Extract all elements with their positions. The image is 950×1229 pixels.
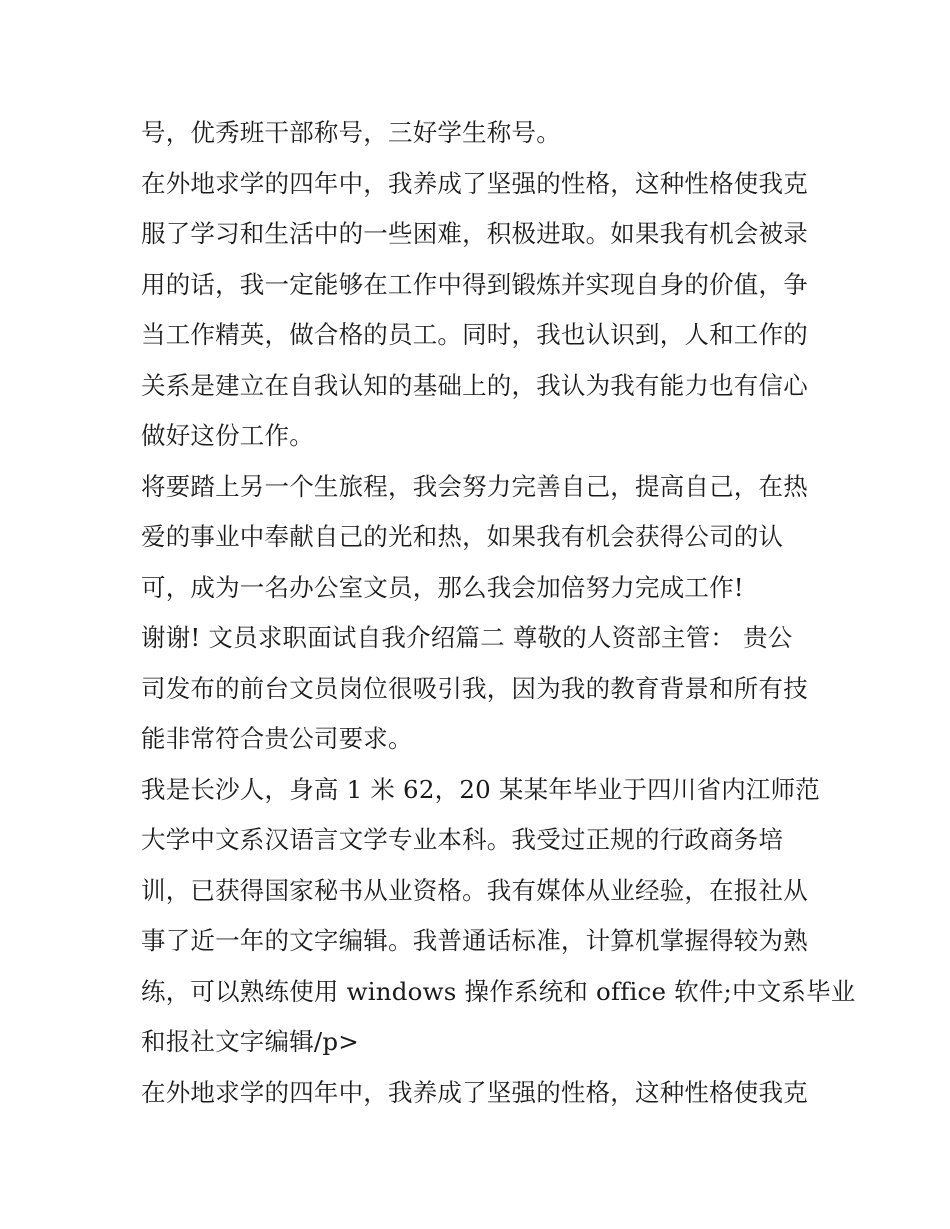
text-line: 能非常符合贵公司要求。 (141, 724, 413, 753)
text-line: 可，成为一名办公室文员，那么我会加倍努力完成工作! (141, 572, 744, 602)
text-line: 服了学习和生活中的一些困难，积极进取。如果我有机会被录 (141, 219, 808, 248)
text-line: 和报社文字编辑/p> (141, 1027, 359, 1056)
text-line: 在外地求学的四年中，我养成了坚强的性格，这种性格使我克 (141, 1077, 808, 1107)
text-line: 当工作精英，做合格的员工。同时，我也认识到，人和工作的 (141, 320, 808, 349)
text-line: 用的话，我一定能够在工作中得到锻炼并实现自身的价值，争 (141, 269, 808, 299)
text-line: 大学中文系汉语言文学专业本科。我受过正规的行政商务培 (141, 825, 784, 854)
text-line: 爱的事业中奉献自己的光和热，如果我有机会获得公司的认 (141, 522, 784, 551)
text-line: 在外地求学的四年中，我养成了坚强的性格，这种性格使我克 (141, 168, 808, 198)
text-line: 我是长沙人，身高 1 米 62，20 某某年毕业于四川省内江师范 (141, 774, 820, 804)
text-line: 做好这份工作。 (141, 421, 314, 450)
text-line: 号，优秀班干部称号，三好学生称号。 (141, 118, 561, 147)
text-line: 事了近一年的文字编辑。我普通话标准，计算机掌握得较为熟 (141, 926, 808, 955)
text-line: 将要踏上另一个生旅程，我会努力完善自己，提高自己，在热 (141, 471, 808, 501)
document-body (141, 108, 856, 1118)
text-line: 司发布的前台文员岗位很吸引我，因为我的教育背景和所有技 (141, 673, 808, 703)
text-line: 练，可以熟练使用 windows 操作系统和 office 软件;中文系毕业 (141, 976, 856, 1006)
text-line: 谢谢! 文员求职面试自我介绍篇二 尊敬的人资部主管： 贵公 (141, 623, 793, 652)
text-line: 训，已获得国家秘书从业资格。我有媒体从业经验，在报社从 (141, 875, 808, 905)
text-line: 关系是建立在自我认知的基础上的，我认为我有能力也有信心 (141, 370, 808, 400)
